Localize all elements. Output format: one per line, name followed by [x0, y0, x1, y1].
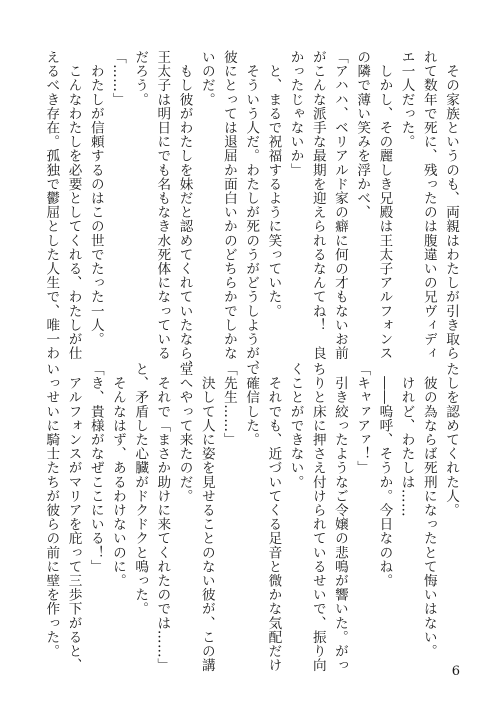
text-line: そういう人だ。わたしが死のうがどうしようが、	[243, 50, 260, 375]
text-line: 「き、貴様がなぜここにいる！」	[87, 362, 104, 574]
text-line: アルフォンスがマリアを庇って三歩下がると、	[65, 362, 82, 673]
text-line: わたしが信頼するのはこの世でたった一人。	[87, 50, 104, 347]
text-block-upper	[40, 50, 462, 375]
text-line: 引き絞ったようなご令嬢の悲鳴が響いた。がっ	[331, 362, 348, 673]
text-line: たしを認めてくれた人。	[443, 362, 459, 518]
text-line: 「キャァアァ！」	[354, 362, 371, 475]
text-line: もし彼がわたしを妹だと認めてくれていたなら、	[176, 50, 193, 375]
text-line: それで「まさか助けに来てくれたのでは……」	[154, 362, 171, 673]
text-line: 「……」	[109, 50, 126, 107]
text-line: こんなわたしを必要としてくれる、わたしが仕	[65, 50, 82, 361]
text-line: そんなはず、あるわけないのに。	[109, 362, 126, 588]
text-line: 彼の為ならば死刑になったとて悔いはない。	[420, 362, 437, 659]
text-line: ――嗚呼、そうか。今日なのね。	[376, 362, 393, 588]
text-line: その家族というのも、両親はわたしが引き取ら	[443, 50, 459, 361]
text-line: しかし、その麗しき兄殿は王太子アルフォンス	[376, 50, 393, 361]
text-line: の隣で薄い笑みを浮かべ、	[354, 50, 371, 220]
text-line: れて数年で死に、残ったのは腹違いの兄ヴィディ	[420, 50, 437, 361]
text-line: がこんな派手な最期を迎えられるなんてね！ 良	[309, 50, 326, 361]
text-line: かったじゃないか」	[287, 50, 304, 177]
text-line: 彼にとっては退屈か面白いかのどちらかでしかな	[220, 50, 237, 361]
text-line: 王太子は明日にでも名もなき水死体になっている	[154, 50, 171, 361]
text-line: いのだ。	[198, 50, 215, 107]
text-line: えるべき存在。孤独で鬱屈とした人生で、唯一わ	[43, 50, 60, 361]
text-line: 「アハハ、ベリアルド家の癖に何の才もないお前	[331, 50, 348, 361]
text-line: と、矛盾した心臓がドクドクと鳴った。	[132, 362, 149, 616]
text-block-lower	[40, 362, 462, 673]
text-line: 堂へやって来たのだ。	[176, 362, 193, 503]
text-line: で確信した。	[243, 362, 260, 447]
text-line: それでも、近づいてくる足音と微かな気配だけ	[265, 362, 282, 673]
text-line: けれど、わたしは……	[398, 362, 415, 518]
text-line: エ一人だった。	[398, 50, 415, 149]
text-line: だろう。	[132, 50, 149, 107]
page-number: 6	[451, 664, 460, 679]
text-line: いっせいに騎士たちが彼らの前に壁を作った。	[43, 362, 60, 659]
text-line: と、まるで祝福するように笑っていた。	[265, 50, 282, 318]
text-line: くことができない。	[287, 362, 304, 489]
text-line: 「先生……」	[220, 362, 237, 447]
text-line: ちりと床に押さえ付けられているせいで、振り向	[309, 362, 326, 673]
text-line: 決して人に姿を見せることのない彼が、この講	[198, 362, 215, 673]
